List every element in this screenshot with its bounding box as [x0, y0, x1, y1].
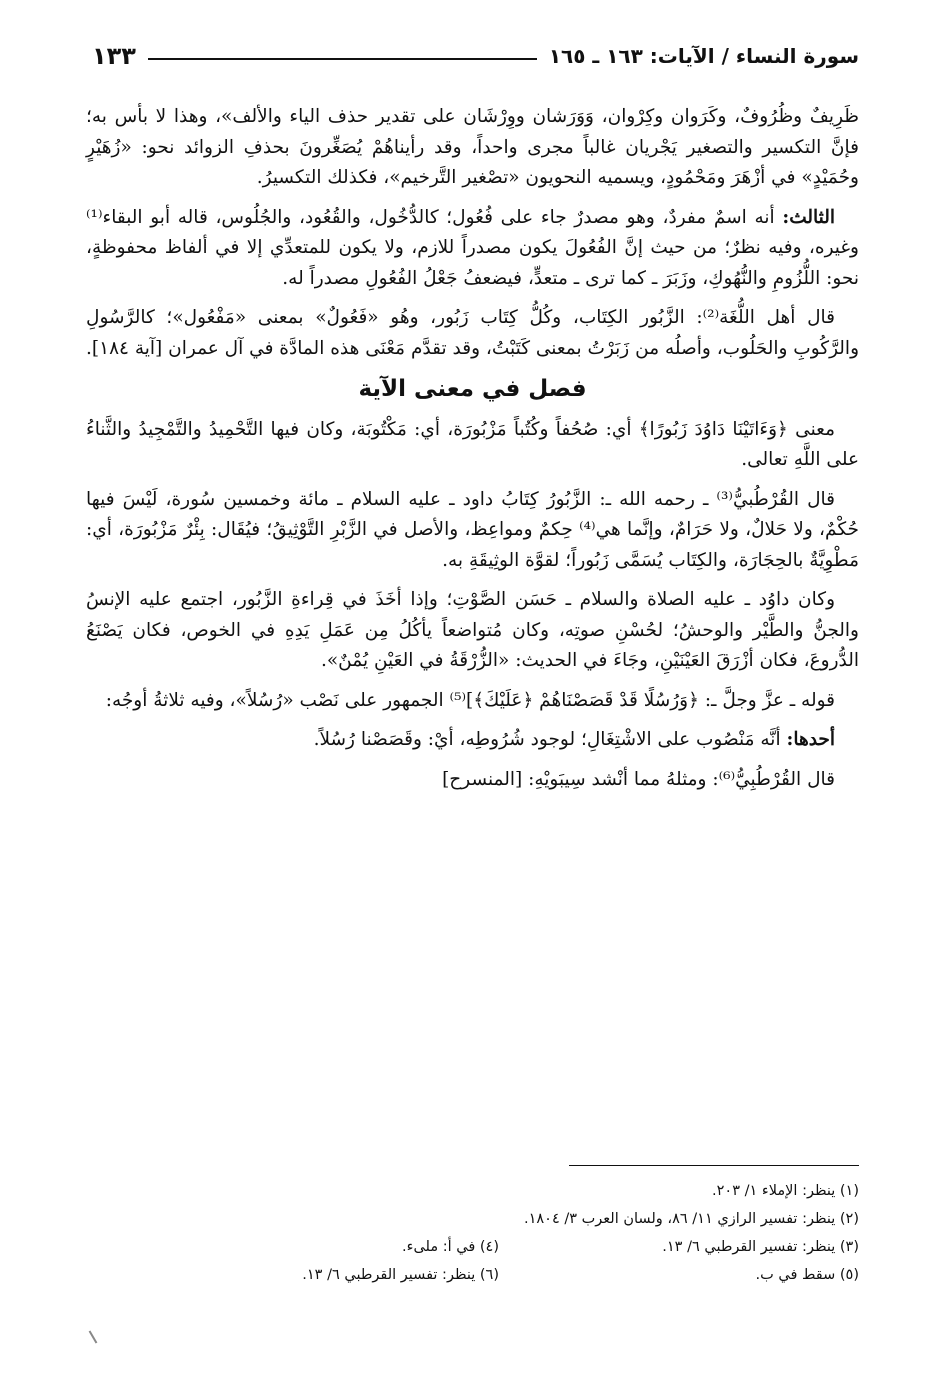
- footnote-row: [86, 1205, 859, 1233]
- paragraph-2-text: أنه اسمٌ مفردٌ، وهو مصدرٌ جاء على فُعُول؛ كالدُّخُول، والقُعُود، والجُلُوس، قاله أبو البقاء⁽¹⁾ وغيره، وفيه نظرٌ؛ من حيث إنَّ الفُعُولَ يكون مصدراً للازم، ولا يكون للمتعدِّي إلا في ألفاظ محفوظةٍ، نحو: اللُّزُومِ والنُّهُوكِ، وزَبَرَ ـ كما ترى ـ متعدٍّ، فيضعفُ جَعْلُ الفُعُولِ مصدراً له.: [86, 206, 859, 289]
- paragraph-8-lead: أحدها:: [786, 729, 835, 750]
- footnote-rule: [569, 1165, 859, 1166]
- footnote-row: [86, 1233, 859, 1261]
- paragraph-8: [86, 725, 859, 756]
- paragraph-3: قال أهل اللُّغَة⁽²⁾: الزَّبُور الكِتَاب، وكُلُّ كِتَاب زَبُور، وهُو «فَعُولٌ» بمعنى «مَفْعُول»؛ كالرَّسُولِ والرَّكُوبِ والحَلُوب، وأصلُه من زَبَرْتُ بمعنى كَتَبْتُ، وقد تقدَّم مَعْنَى هذه المادَّة في آل عمران [آية ١٨٤].: [86, 307, 859, 359]
- footnote-1: (١) ينظر: الإملاء ١/ ٢٠٣.: [712, 1183, 859, 1199]
- paragraph-9: قال القُرْطُبِيُّ⁽⁶⁾: ومثلهُ مما أنْشد سِيبَويْهِ: [المنسرح]: [442, 768, 835, 790]
- paragraph-5: قال القُرْطُبيُّ⁽³⁾ ـ رحمه الله ـ: الزَّبُورُ كِتَابُ داود ـ عليه السلام ـ مائة وخمسين سُورة، لَيْسَ فيها حُكْمٌ، ولا حَلالٌ، ولا حَرَامٌ، وإنَّما هي⁽⁴⁾ حِكمٌ ومواعِظ، والأصل في الزَّبْرِ التَّوْثِيقُ؛ فيُقَال: بِئْرٌ مَزْبُورَة، أي: مَطْوِيَّةٌ بالحِجَارَة، والكِتَاب يُسَمَّى زَبُوراً؛ لقوَّة الوثِيقَةِ به.: [86, 488, 859, 571]
- paragraph-8-text: أنَّه مَنْصُوب على الاشْتِغَالِ؛ لوجود شُرُوطِه، أيْ: وقَصَصْنا رُسُلاً.: [313, 729, 781, 750]
- footnote-6: (٦) ينظر: تفسير القرطبي ٦/ ١٣.: [302, 1267, 499, 1283]
- paragraph-2: [86, 203, 859, 295]
- paragraph-7: قوله ـ عزَّ وجلَّ ـ: ﴿وَرُسُلًا قَدْ قَصَصْنَاهُمْ ﴿عَلَيْكَ﴾]⁽⁵⁾ الجمهور على نَصْب «رُسُلاً»، وفيه ثلاثةُ أوجُه:: [105, 689, 835, 711]
- footnote-row: [86, 1261, 859, 1289]
- running-header-title: سورة النساء / الآيات: ١٦٣ ـ ١٦٥: [548, 44, 859, 68]
- page-number: ١٣٣: [92, 42, 136, 70]
- stray-pen-mark: [89, 1330, 98, 1343]
- paragraph-2-lead: الثالث:: [782, 206, 835, 228]
- paragraph-6: وكان داوُد ـ عليه الصلاة والسلام ـ حَسَن الصَّوْتِ؛ وإذا أخَذَ في قِراءةِ الزَّبُور، اجتمع عليه الإنسُ والجنُّ والطَّيْر والوحشُ؛ لحُسْنِ صوتِه، وكان مُتواضعاً يأكُلُ مِن عَمَلِ يَدِهِ في الخوص، فكان يَصْنَعُ الدُّروعَ، فكان أزْرَقَ العَيْنَيْنِ، وجَاءَ في الحديث: «الزُّرْقَةُ في العَيْنِ يُمْنٌ».: [86, 589, 859, 671]
- footnote-row: [86, 1177, 859, 1205]
- footnote-4: (٤) في أ: ملىء.: [402, 1239, 499, 1255]
- running-header: [92, 30, 859, 70]
- section-heading: فصل في معنى الآية: [358, 376, 587, 402]
- footnote-3: (٣) ينظر: تفسير القرطبي ٦/ ١٣.: [662, 1239, 859, 1255]
- main-text: [86, 102, 859, 804]
- paragraph-1: ظَرِيفٌ وظُرُوفٌ، وكَرَوان وكِرْوان، وَوَرَشان ووِرْشَان على تقدير حذف الياء والألف»، وهذا لا بأس به؛ فإنَّ التكسير والتصغير يَجْريان غالباً مجرى واحداً، وقد رأيناهُمْ يُصَغِّرونَ بحذفِ الزوائد نحو: «زُهَيْرٍ وحُمَيْدٍ» في أزْهَرَ ومَحْمُودٍ، ويسميه النحويون «تصْغير التَّرخيم»، فكذلك التكسيرُ.: [86, 106, 859, 188]
- footnote-2: (٢) ينظر: تفسير الرازي ١١/ ٨٦، ولسان العرب ٣/ ١٨٠٤.: [523, 1211, 859, 1227]
- paragraph-4: معنى ﴿وَءَاتَيْنَا دَاوُدَ زَبُورًا﴾ أي: صُحُفاً وكُتُباً مَزْبُورَة، أي: مَكْتُوبَة، وكان فيها التَّحْمِيدُ والتَّمْجِيدُ والثَّناءُ على اللَّهِ تعالى.: [86, 418, 859, 470]
- footnotes: [86, 1177, 859, 1289]
- footnote-5: (٥) سقط في ب.: [755, 1267, 859, 1283]
- header-rule: [148, 58, 537, 60]
